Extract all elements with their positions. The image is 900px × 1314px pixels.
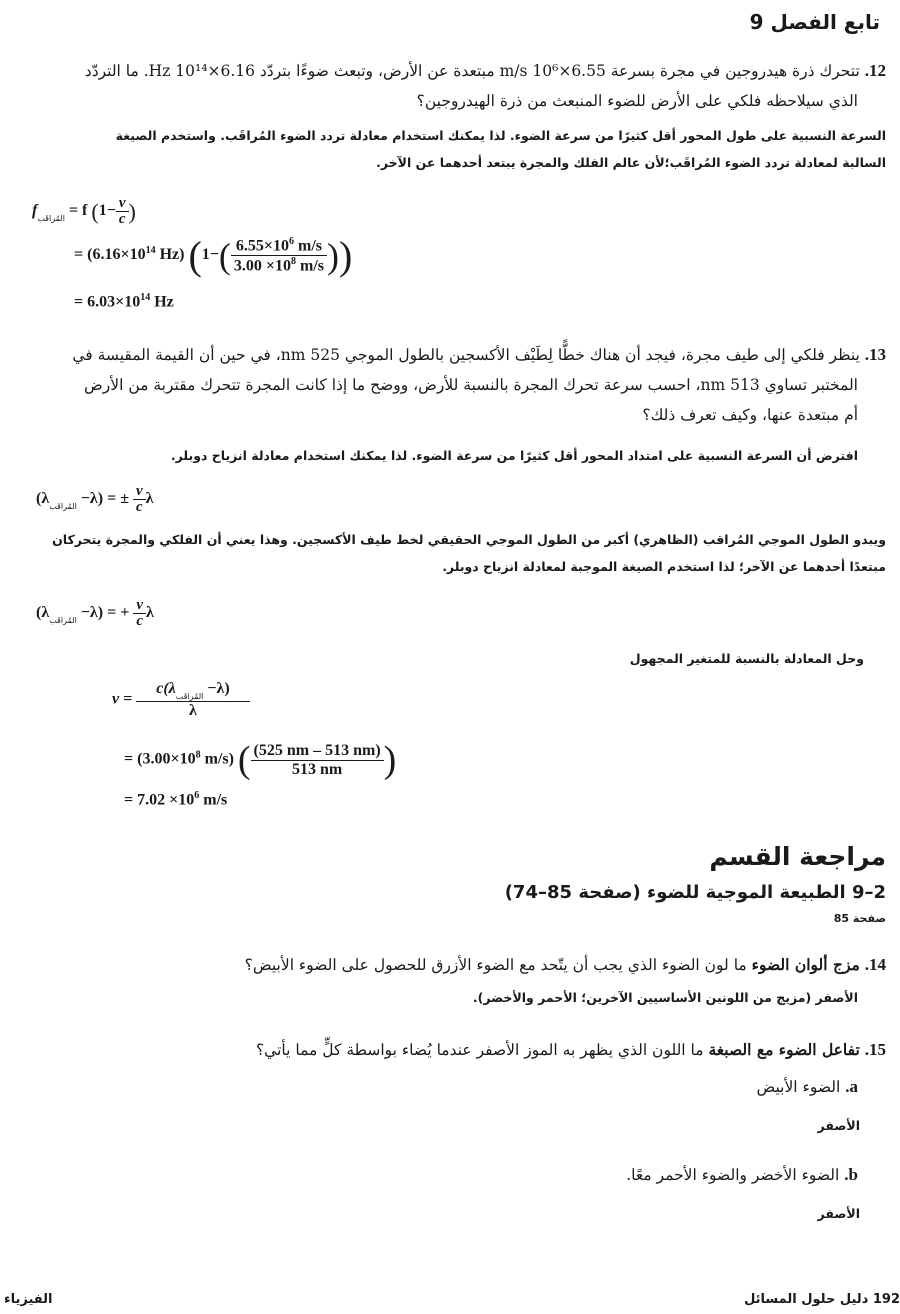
answer-13-explanation-line1: ويبدو الطول الموجي المُراقب (الظاهري) أكبر من الطول الموجي الحقيقي لخط طيف الأكسجين. وهذا يعني أن الفلكي والمجرة يتحركان	[52, 532, 886, 547]
question-13-line1: 13. ينظر فلكي إلى طيف مجرة، فيجد أن هناك خطًّا لِطَيْف الأكسجين بالطول الموجي 525 nm، في حين أن القيمة المقيسة في	[72, 345, 886, 364]
question-number: 13.	[864, 345, 886, 364]
footer-subject: الفيزياء	[4, 1292, 53, 1307]
equation-13-e: = $7.02 \times 10^6$ m/s	[124, 790, 228, 809]
question-14-topic: مزج ألوان الضوء	[751, 955, 860, 974]
equation-13-c: v = $\frac{c(\lambda_{المُراقَب} -\lambda)}{\lambda}$	[112, 680, 250, 720]
answer-15-b: الأصفر	[817, 1206, 860, 1221]
equation-12-2: = ($6.16\times 10^{14}$ Hz) (1−( $\frac{6.55\times 10^6 m/s}{3.00 \times 10^8 m/s}$ ))	[74, 233, 353, 278]
question-15-topic: تفاعل الضوء مع الصبغة	[708, 1040, 860, 1059]
equation-12-3: = $6.03\times 10^{14}$ Hz	[74, 292, 174, 311]
section-title: مراجعة القسم	[709, 842, 886, 871]
question-13	[0, 340, 886, 430]
question-13-line3: أم مبتعدة عنها، وكيف تعرف ذلك؟	[642, 406, 858, 424]
equation-12-1: $f_{المُراقَب} = f$ (1− $\frac{v}{c}$ )	[32, 195, 136, 227]
section-subtitle: 2–9 الطبيعة الموجية للضوء (صفحة 85–74)	[504, 882, 886, 903]
answer-13-explanation-line2: مبتعدًا أحدهما عن الآخر؛ لذا استخدم الصيغة الموجبة لمعادلة انزياح دوبلر.	[442, 559, 886, 574]
equation-13-a: $(\lambda_{المُراقَب} -\lambda)$ = ± $\frac{v}{c}$ λ	[36, 483, 154, 515]
question-number: 14.	[864, 955, 886, 974]
section-page-ref: صفحة 85	[833, 912, 886, 925]
chapter-title: تابع الفصل 9	[749, 10, 880, 34]
question-12	[6, 56, 886, 116]
question-15-part-a: a. الضوء الأبيض	[756, 1077, 858, 1096]
answer-12-line2: السالبة لمعادلة تردد الضوء المُراقَب؛لأن عالم الفلك والمجرة يبتعد أحدهما عن الآخر.	[376, 155, 886, 170]
question-12-line2: الذي سيلاحظه فلكي على الأرض للضوء المنبعث من ذرة الهيدروجين؟	[416, 92, 858, 110]
answer-12	[6, 122, 886, 176]
answer-14: الأصفر (مزيج من اللونين الأساسيين الآخرين؛ الأحمر والأخضر).	[472, 990, 858, 1005]
question-12-line1: 12. تتحرك ذرة هيدروجين في مجرة بسرعة 6.55×10⁶ m/s مبتعدة عن الأرض، وتبعث ضوءًا بتردّد 6.16×10¹⁴ Hz. ما التردّد	[84, 61, 886, 80]
question-14: 14. مزج ألوان الضوء ما لون الضوء الذي يجب أن يتّحد مع الضوء الأزرق للحصول على الضوء الأبيض؟	[244, 955, 886, 974]
answer-13-assumption: افترض أن السرعة النسبية على امتداد المحور أقل كثيرًا من سرعة الضوء. لذا يمكنك استخدام معادلة انزياح دوبلر.	[170, 448, 858, 463]
question-number: 15.	[864, 1040, 886, 1059]
equation-13-d: = ($3.00\times 10^8$ m/s) ( $\frac{(525 nm - 513 nm)}{513 nm}$ )	[124, 739, 397, 781]
question-15: 15. تفاعل الضوء مع الصبغة ما اللون الذي يظهر به الموز الأصفر عندما يُضاء بواسطة كلٍّ مما يأتي؟	[255, 1040, 886, 1059]
answer-13-explanation	[6, 526, 886, 580]
answer-12-line1: السرعة النسبية على طول المحور أقل كثيرًا من سرعة الضوء. لذا يمكنك استخدام معادلة تردد الضوء المُراقَب. واستخدم الصيغة	[115, 128, 886, 143]
footer-page-label: 192 دليل حلول المسائل	[744, 1292, 900, 1307]
question-15-part-b: b. الضوء الأخضر والضوء الأحمر معًا.	[626, 1165, 858, 1184]
equation-13-b: $(\lambda_{المُراقَب} -\lambda)$ = + $\frac{v}{c}$ λ	[36, 597, 154, 629]
answer-15-a: الأصفر	[817, 1118, 860, 1133]
question-13-line2: المختبر تساوي 513 nm، احسب سرعة تحرك المجرة بالنسبة للأرض، ووضح ما إذا كانت المجرة تتحرك مقتربة من الأرض	[84, 376, 858, 394]
answer-13-solve: وحل المعادلة بالنسبة للمتغير المجهول	[629, 651, 864, 666]
question-number: 12.	[864, 61, 886, 80]
